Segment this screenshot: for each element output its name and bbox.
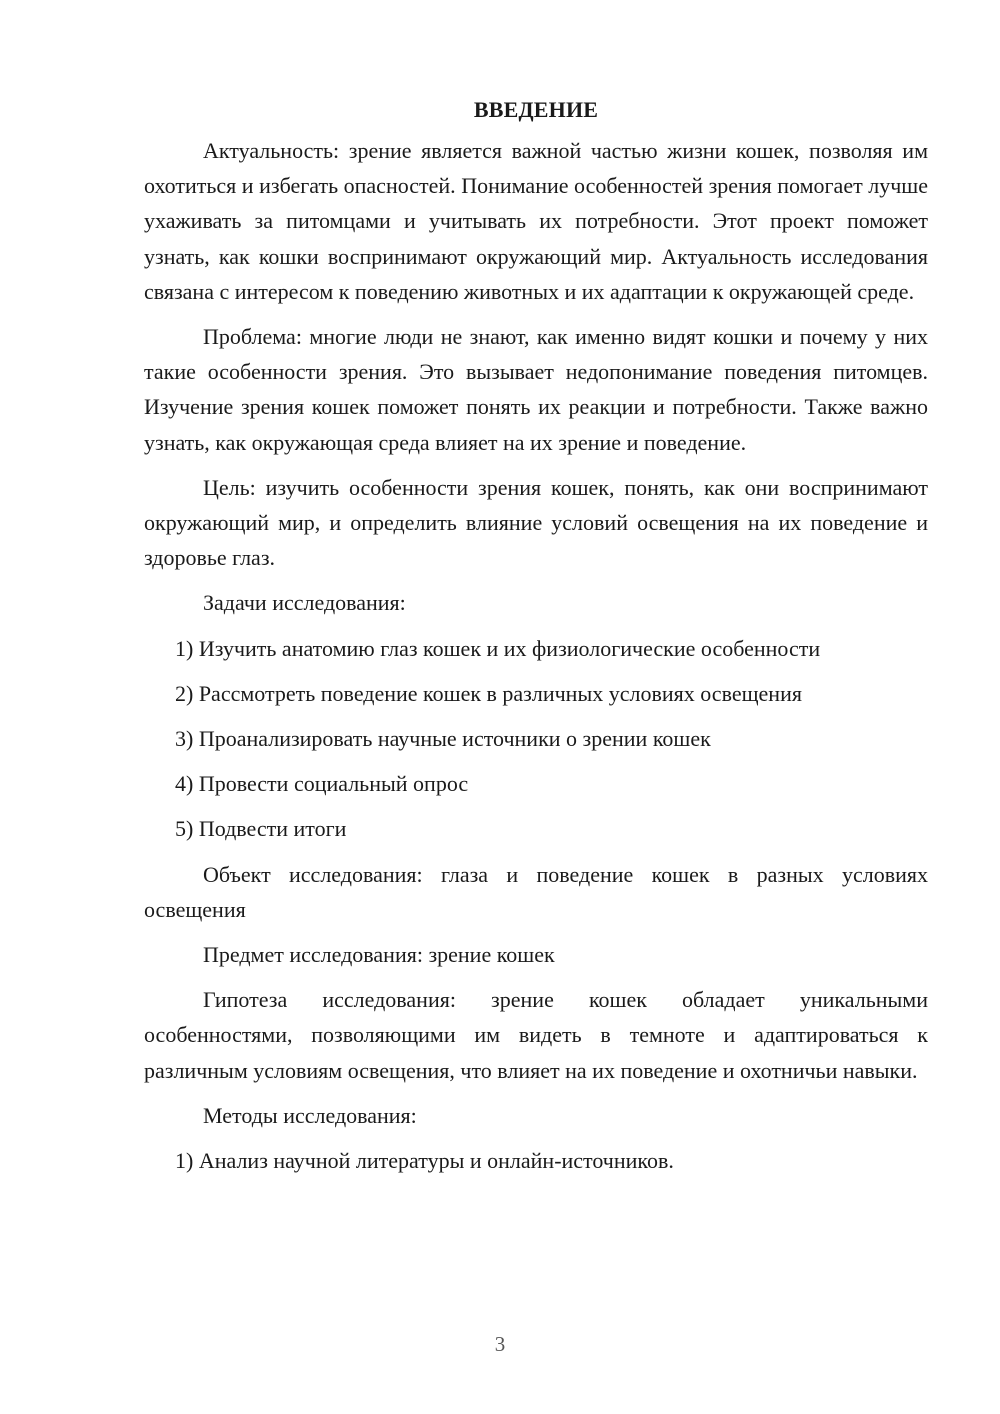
methods-label: Методы исследования: (203, 1102, 417, 1128)
goal-paragraph: Цель: изучить особенности зрения кошек, понять, как они воспринимают окружающий мир, и определить влияние условий освещения на их поведение и здоровье глаз. (144, 474, 928, 571)
method-item: 1) Анализ научной литературы и онлайн-источников. (175, 1148, 674, 1174)
tasks-label: Задачи исследования: (203, 590, 406, 616)
page-number: 3 (494, 1332, 506, 1356)
subject-paragraph: Предмет исследования: зрение кошек (203, 942, 555, 968)
task-item: 1) Изучить анатомию глаз кошек и их физиологические особенности (175, 635, 821, 661)
document-page (144, 92, 928, 1188)
problem-paragraph: Проблема: многие люди не знают, как именно видят кошки и почему у них такие особенности зрения. Это вызывает недопонимание поведения питомцев. Изучение зрения кошек поможет понять их реакции и потребности. Также важно узнать, как окружающая среда влияет на их зрение и поведение. (144, 324, 928, 455)
task-item: 4) Провести социальный опрос (175, 771, 469, 797)
task-item: 3) Проанализировать научные источники о зрении кошек (175, 726, 711, 752)
object-paragraph: Объект исследования: глаза и поведение кошек в разных условиях освещения (144, 861, 928, 922)
hypothesis-paragraph: Гипотеза исследования: зрение кошек обладает уникальными особенностями, позволяющими им видеть в темноте и адаптироваться к различным условиям освещения, что влияет на их поведение и охотничьи навыки. (144, 987, 928, 1083)
task-item: 5) Подвести итоги (175, 816, 347, 842)
page-title: ВВЕДЕНИЕ (473, 97, 599, 122)
task-item: 2) Рассмотреть поведение кошек в различных условиях освещения (175, 680, 802, 706)
relevance-paragraph: Актуальность: зрение является важной частью жизни кошек, позволяя им охотиться и избегать опасностей. Понимание особенностей зрения помогает лучше ухаживать за питомцами и учитывать их потребности. Этот проект поможет узнать, как кошки воспринимают окружающий мир. Актуальность исследования связана с интересом к поведению животных и их адаптации к окружающей среде. (144, 138, 928, 304)
